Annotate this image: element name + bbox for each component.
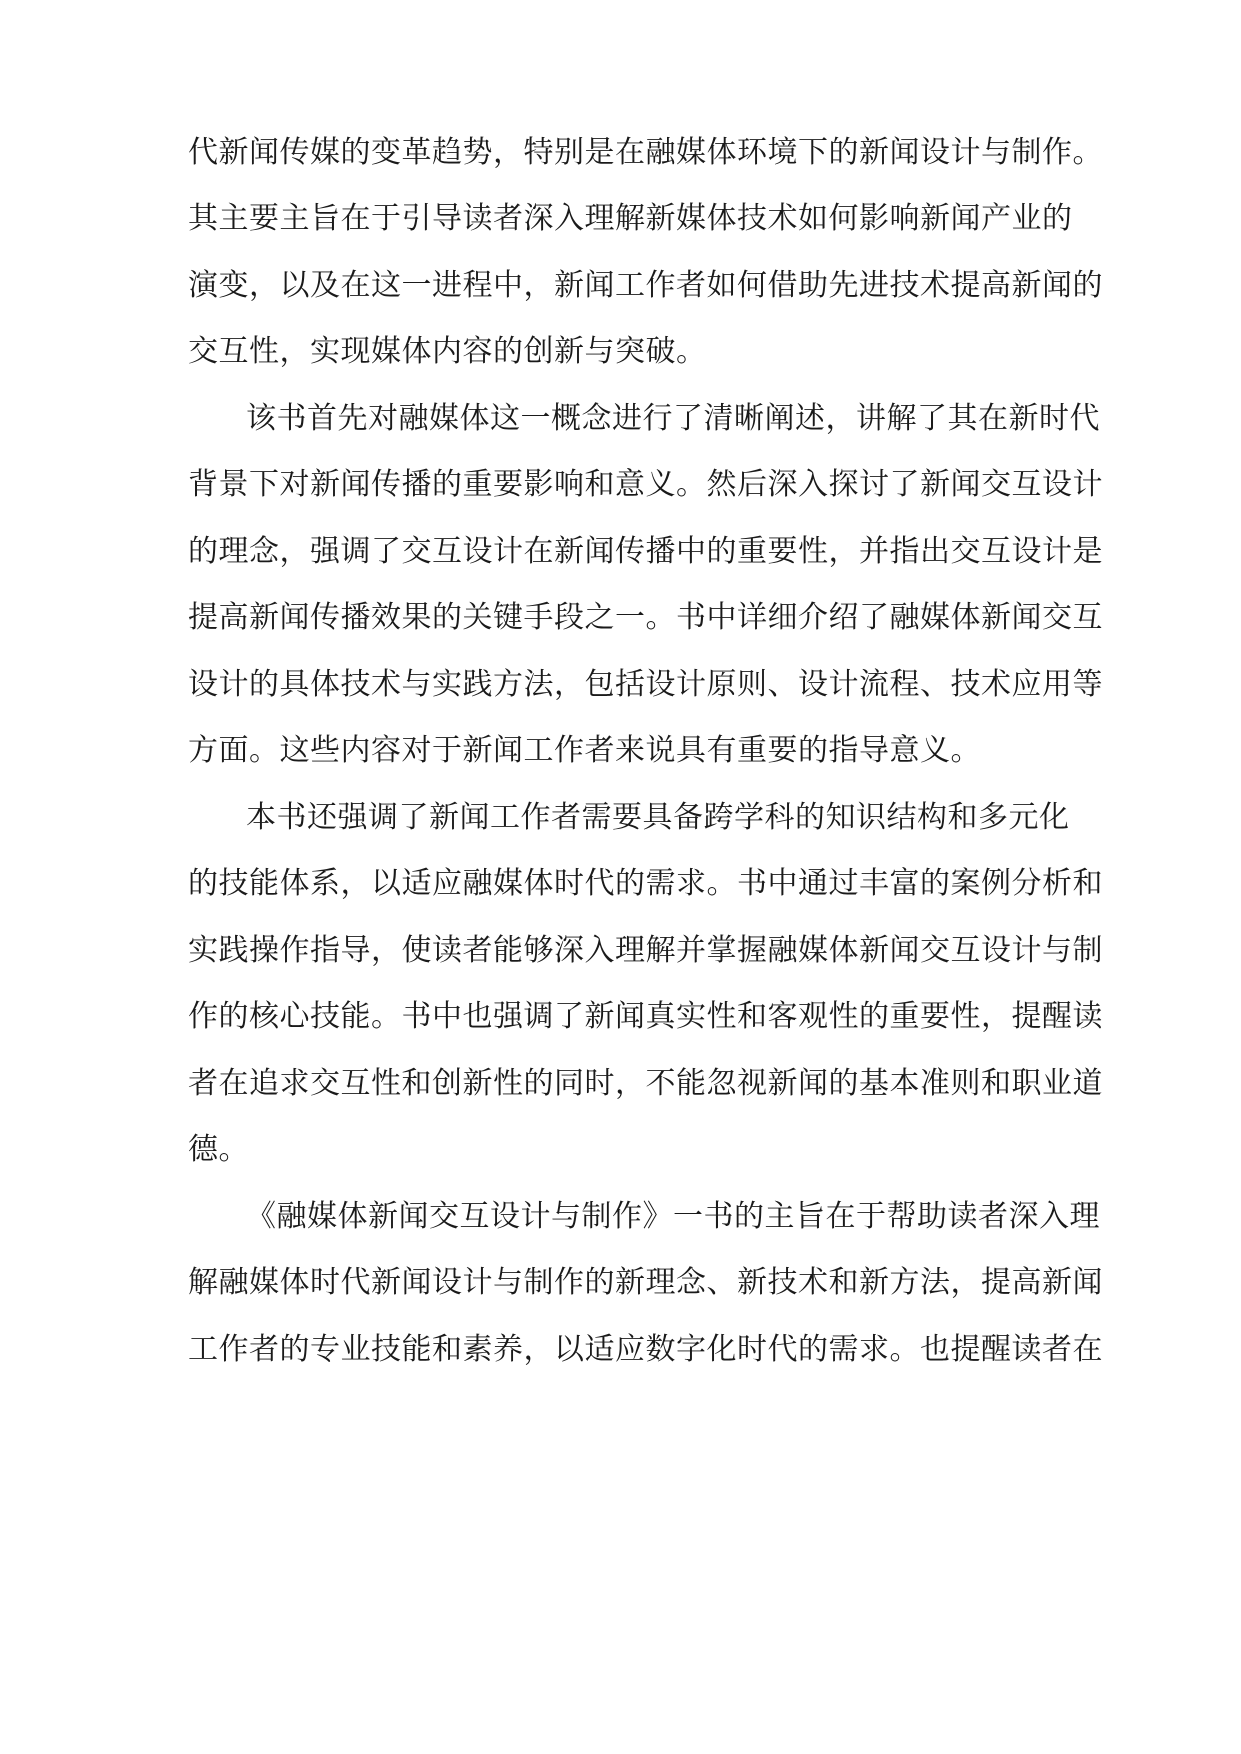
paragraph-2-line-3: 的理念，强调了交互设计在新闻传播中的重要性，并指出交互设计是 <box>188 534 1103 569</box>
paragraph-3-line-3: 实践操作指导，使读者能够深入理解并掌握融媒体新闻交互设计与制 <box>188 933 1103 968</box>
paragraph-4-line-3: 工作者的专业技能和素养，以适应数字化时代的需求。也提醒读者在 <box>188 1332 1103 1367</box>
paragraph-3-line-2: 的技能体系，以适应融媒体时代的需求。书中通过丰富的案例分析和 <box>188 866 1103 901</box>
paragraph-2-line-6: 方面。这些内容对于新闻工作者来说具有重要的指导意义。 <box>188 733 981 768</box>
paragraph-1-line-1: 代新闻传媒的变革趋势，特别是在融媒体环境下的新闻设计与制作。 <box>188 135 1103 170</box>
paragraph-3-line-5: 者在追求交互性和创新性的同时，不能忽视新闻的基本准则和职业道 <box>188 1066 1103 1101</box>
paragraph-1-line-3: 演变，以及在这一进程中，新闻工作者如何借助先进技术提高新闻的 <box>188 268 1103 303</box>
paragraph-1-line-2: 其主要主旨在于引导读者深入理解新媒体技术如何影响新闻产业的 <box>188 201 1073 236</box>
paragraph-4-line-2: 解融媒体时代新闻设计与制作的新理念、新技术和新方法，提高新闻 <box>188 1265 1103 1300</box>
paragraph-1-line-4: 交互性，实现媒体内容的创新与突破。 <box>188 334 707 369</box>
paragraph-4-line-1: 《融媒体新闻交互设计与制作》一书的主旨在于帮助读者深入理 <box>246 1199 1100 1234</box>
paragraph-2-line-5: 设计的具体技术与实践方法，包括设计原则、设计流程、技术应用等 <box>188 667 1103 702</box>
paragraph-3-line-4: 作的核心技能。书中也强调了新闻真实性和客观性的重要性，提醒读 <box>188 999 1103 1034</box>
paragraph-2-line-4: 提高新闻传播效果的关键手段之一。书中详细介绍了融媒体新闻交互 <box>188 600 1103 635</box>
paragraph-3-line-6: 德。 <box>188 1132 249 1167</box>
paragraph-2-line-2: 背景下对新闻传播的重要影响和意义。然后深入探讨了新闻交互设计 <box>188 467 1103 502</box>
paragraph-2-line-1: 该书首先对融媒体这一概念进行了清晰阐述，讲解了其在新时代 <box>246 401 1100 436</box>
paragraph-3-line-1: 本书还强调了新闻工作者需要具备跨学科的知识结构和多元化 <box>246 800 1070 835</box>
